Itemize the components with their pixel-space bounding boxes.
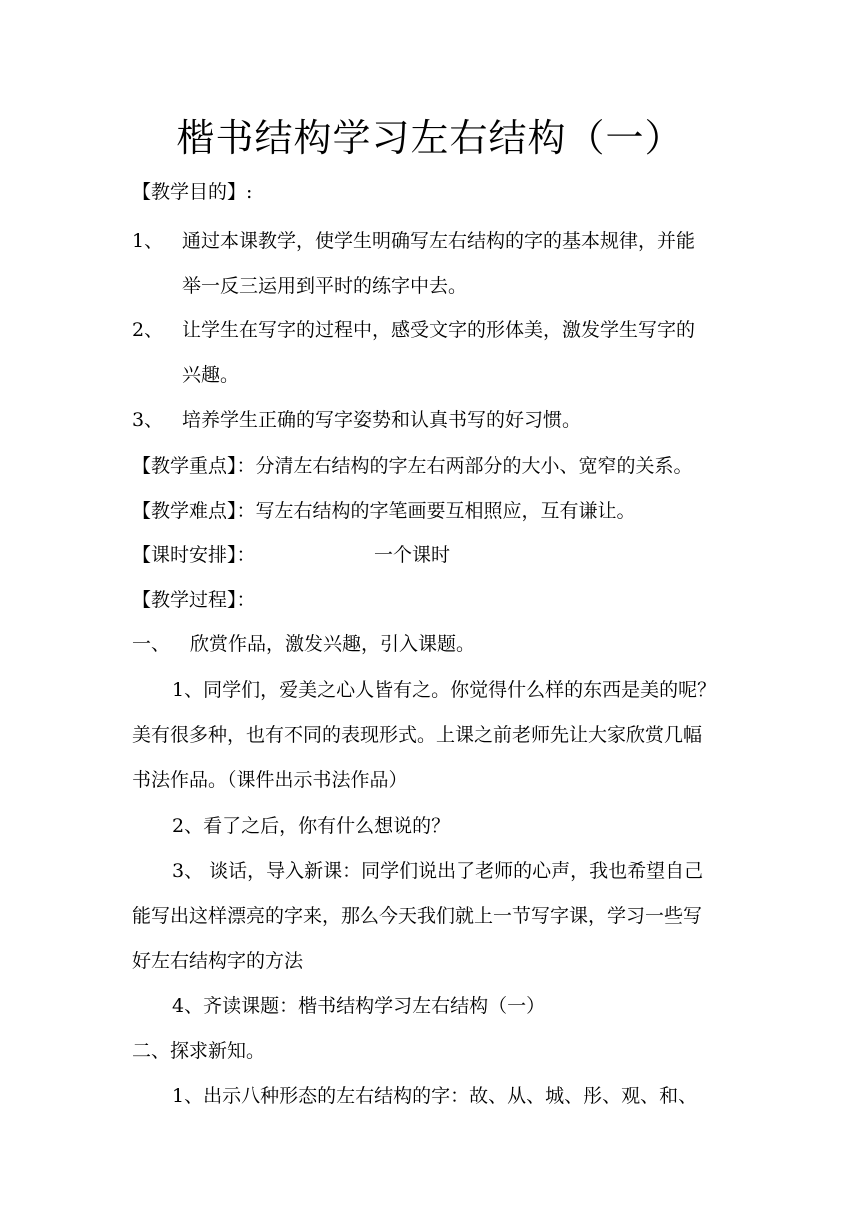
section2-heading: 二、探求新知。: [132, 1040, 266, 1062]
objective-3-line1: 培养学生正确的写字姿势和认真书写的好习惯。: [182, 409, 582, 431]
objective-1-line2: 举一反三运用到平时的练字中去。: [182, 275, 468, 297]
para3-line3: 好左右结构字的方法: [132, 950, 304, 972]
para3-line2: 能写出这样漂亮的字来，那么今天我们就上一节写字课，学习一些写: [132, 905, 703, 927]
objective-2-line2: 兴趣。: [182, 364, 240, 386]
para1-line2: 美有很多种，也有不同的表现形式。上课之前老师先让大家欣赏几幅: [132, 724, 703, 746]
para1-line1: 1、同学们，爱美之心人皆有之。你觉得什么样的东西是美的呢？: [172, 679, 717, 701]
difficulty: 【教学难点】：写左右结构的字笔画要互相照应，互有谦让。: [132, 500, 636, 522]
schedule-value: 一个课时: [374, 544, 451, 566]
section1-text: 欣赏作品，激发兴趣，引入课题。: [190, 633, 476, 655]
para5: 1、出示八种形态的左右结构的字：故、从、城、彤、观、和、: [172, 1085, 698, 1107]
objective-2-line1: 让学生在写字的过程中，感受文字的形体美，激发学生写字的: [182, 319, 696, 341]
process-heading: 【教学过程】：: [132, 589, 256, 611]
key-point: 【教学重点】：分清左右结构的字左右两部分的大小、宽窄的关系。: [132, 455, 693, 477]
objective-3-number: 3、: [132, 409, 164, 431]
objective-1-line1: 通过本课教学，使学生明确写左右结构的字的基本规律，并能: [182, 230, 696, 252]
objective-2-number: 2、: [132, 319, 164, 341]
objective-1-number: 1、: [132, 230, 164, 252]
para3-line1: 3、 谈话，导入新课：同学们说出了老师的心声，我也希望自己: [172, 860, 704, 882]
para2: 2、看了之后，你有什么想说的？: [172, 815, 451, 837]
para4: 4、齐读课题：楷书结构学习左右结构（一）: [172, 995, 546, 1017]
schedule-label: 【课时安排】：: [132, 544, 256, 566]
section1-number: 一、: [132, 633, 171, 655]
para1-line3: 书法作品。（课件出示书法作品）: [132, 769, 408, 791]
page-title: 楷书结构学习左右结构（一）: [176, 116, 684, 160]
objectives-heading: 【教学目的】:: [132, 181, 253, 203]
